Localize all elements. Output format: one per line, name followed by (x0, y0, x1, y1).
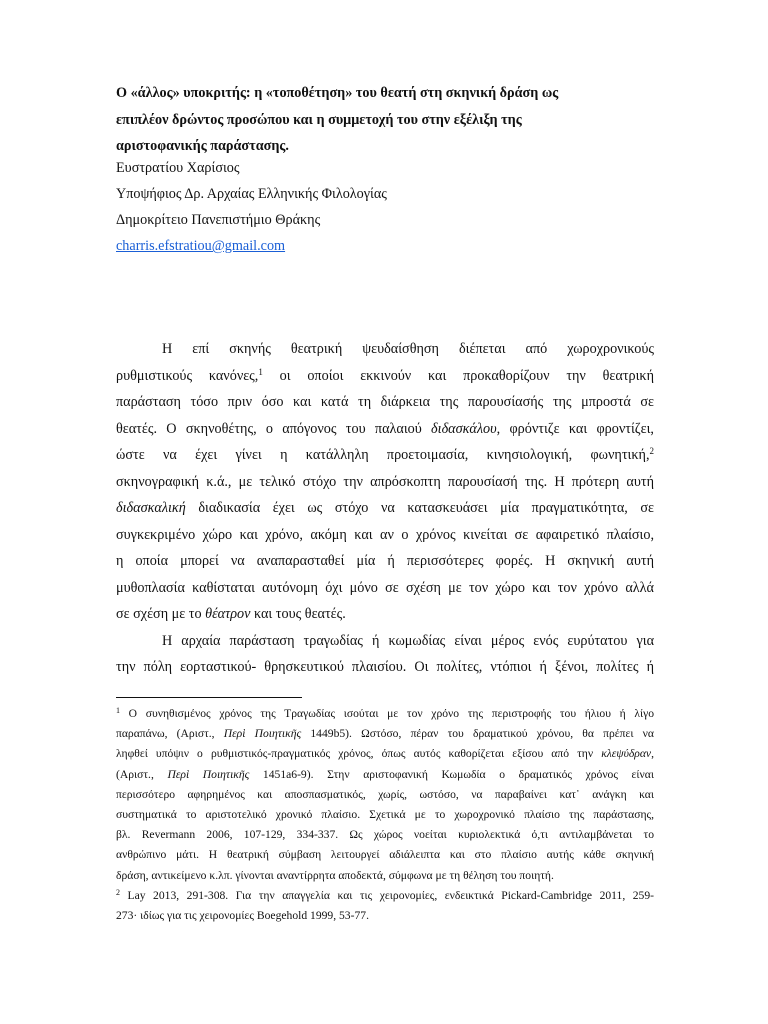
footnote-separator (116, 697, 302, 698)
body-line: σκηνογραφική κ.ά., με τελικό στόχο την απρόσκοπτη παρουσίασή της. Η πρότερη αυτή (116, 473, 654, 490)
body-line: παράσταση τόσο πριν όσο και κατά τη διάρκεια της παρουσίασής της μπροστά σε (116, 394, 654, 410)
body-line: η οποία μπορεί να αναπαρασταθεί μία ή περισσότερες φορές. Η σκηνική αυτή (116, 553, 654, 569)
footnote-line: (Αριστ., Περὶ Ποιητικῆς 1451a6-9). Στην αριστοφανική Κωμωδία ο δραματικός χρόνος είναι (116, 767, 654, 781)
body-line: Η επί σκηνής θεατρική ψευδαίσθηση διέπεται από χωροχρονικούς (162, 341, 654, 357)
title-line-3: αριστοφανικής παράστασης. (116, 138, 289, 154)
author-position: Υποψήφιος Δρ. Αρχαίας Ελληνικής Φιλολογίας (116, 186, 387, 202)
author-institution: Δημοκρίτειο Πανεπιστήμιο Θράκης (116, 212, 321, 228)
author-name: Ευστρατίου Χαρίσιος (116, 160, 240, 176)
title-line-1: Ο «άλλος» υποκριτής: η «τοποθέτηση» του θεατή στη σκηνική δράση ως (116, 85, 559, 101)
footnote-line: βλ. Revermann 2006, 107-129, 334-337. Ως χώρος νοείται κυριολεκτικά ό,τι αντιλαμβάνεται το (116, 828, 654, 842)
footnote-ref-2[interactable]: 2 (649, 446, 654, 456)
title-line-2: επιπλέον δρώντος προσώπου και η συμμετοχή του στην εξέλιξη της (116, 111, 522, 128)
author-block (116, 155, 656, 259)
body-line: σε σχέση με το θέατρον και τους θεατές. (116, 606, 346, 622)
paper-title (116, 80, 656, 160)
body-paragraphs (116, 336, 654, 681)
body-line: την πόλη εορταστικού- θρησκευτικού πλαισίου. Οι πολίτες, ντόπιοι ή ξένοι, πολίτες ή (116, 659, 654, 675)
body-line: μυθοπλασία καθίσταται αυτόνομη όχι μόνο σε σχέση με τον χώρο και τον χρόνο αλλά (116, 579, 654, 596)
footnote-line: παραπάνω, (Αριστ., Περὶ Ποιητικῆς 1449b5). Ωστόσο, πέραν του δραματικού χρόνου, θα πρέπει να (116, 727, 654, 741)
body-line: ρυθμιστικούς κανόνες,$^1$ οι οποίοι εκκινούν και προκαθορίζουν την θεατρική (116, 366, 654, 384)
footnote-line: συστηματικά το αριστοτελικό χρονικό πλαίσιο. Σχετικά με το χωροχρονικό πλαίσιο της παράστασης, (116, 807, 654, 821)
body-line: διδασκαλική διαδικασία έχει ως στόχο να κατασκευάσει μία πραγματικότητα, σε (116, 500, 654, 516)
footnote-mark-1: 1 (116, 706, 120, 715)
footnote-line: 273· ιδίως για τις χειρονομίες Boegehold 1999, 53-77. (116, 908, 369, 922)
body-line: θεατές. Ο σκηνοθέτης, ο απόγονος του παλαιού διδασκάλου, φρόντιζε και φροντίζει, (116, 420, 654, 437)
body-line: συγκεκριμένο χώρο και χρόνο, ακόμη και αν ο χρόνος κινείται σε αφαιρετικό πλαίσιο, (116, 526, 654, 543)
author-email-link[interactable]: charris.efstratiou@gmail.com (116, 238, 286, 254)
footnote-mark-2: 2 (116, 887, 120, 897)
footnote-line: δράση, αντικείμενο κ.λπ. γίνονται αναντίρρητα αποδεκτά, σύμφωνα με τη θέληση του ποιητή. (116, 868, 554, 882)
footnote-line: $^2$ Lay 2013, 291-308. Για την απαγγελία και τις χειρονομίες, ενδεικτικά Pickard-Cambridge 2011, 259- (116, 887, 654, 902)
footnote-line: $^1$ Ο συνηθισμένος χρόνος της Τραγωδίας ισούται με τον χρόνο της περιστροφής του ήλιου ή λίγο (116, 706, 654, 720)
footnote-line: ληφθεί υπόψιν ο ρυθμιστικός-πραγματικός χρόνος, όπως αυτός καθορίζεται εξίσου από την κλεψύδραν, (116, 747, 654, 761)
footnotes (116, 704, 654, 926)
footnote-ref-1[interactable]: 1 (258, 366, 263, 377)
body-line: Η αρχαία παράσταση τραγωδίας ή κωμωδίας είναι μέρος ενός ευρύτατου για (162, 632, 654, 649)
body-line: ώστε να έχει γίνει η κατάλληλη προετοιμασία, κινησιολογική, φωνητική,$^2$ (116, 446, 654, 463)
footnote-line: ανθρώπινο μάτι. Η θεατρική σύμβαση λειτουργεί αδιάλειπτα και στο πλαίσιο αυτής κάθε σκηνική (116, 848, 654, 862)
footnote-line: περισσότερο αφηρημένος και αποσπασματικός, χωρίς, ωστόσο, να παραβαίνει κατ᾽ ανάγκη και (116, 787, 654, 801)
